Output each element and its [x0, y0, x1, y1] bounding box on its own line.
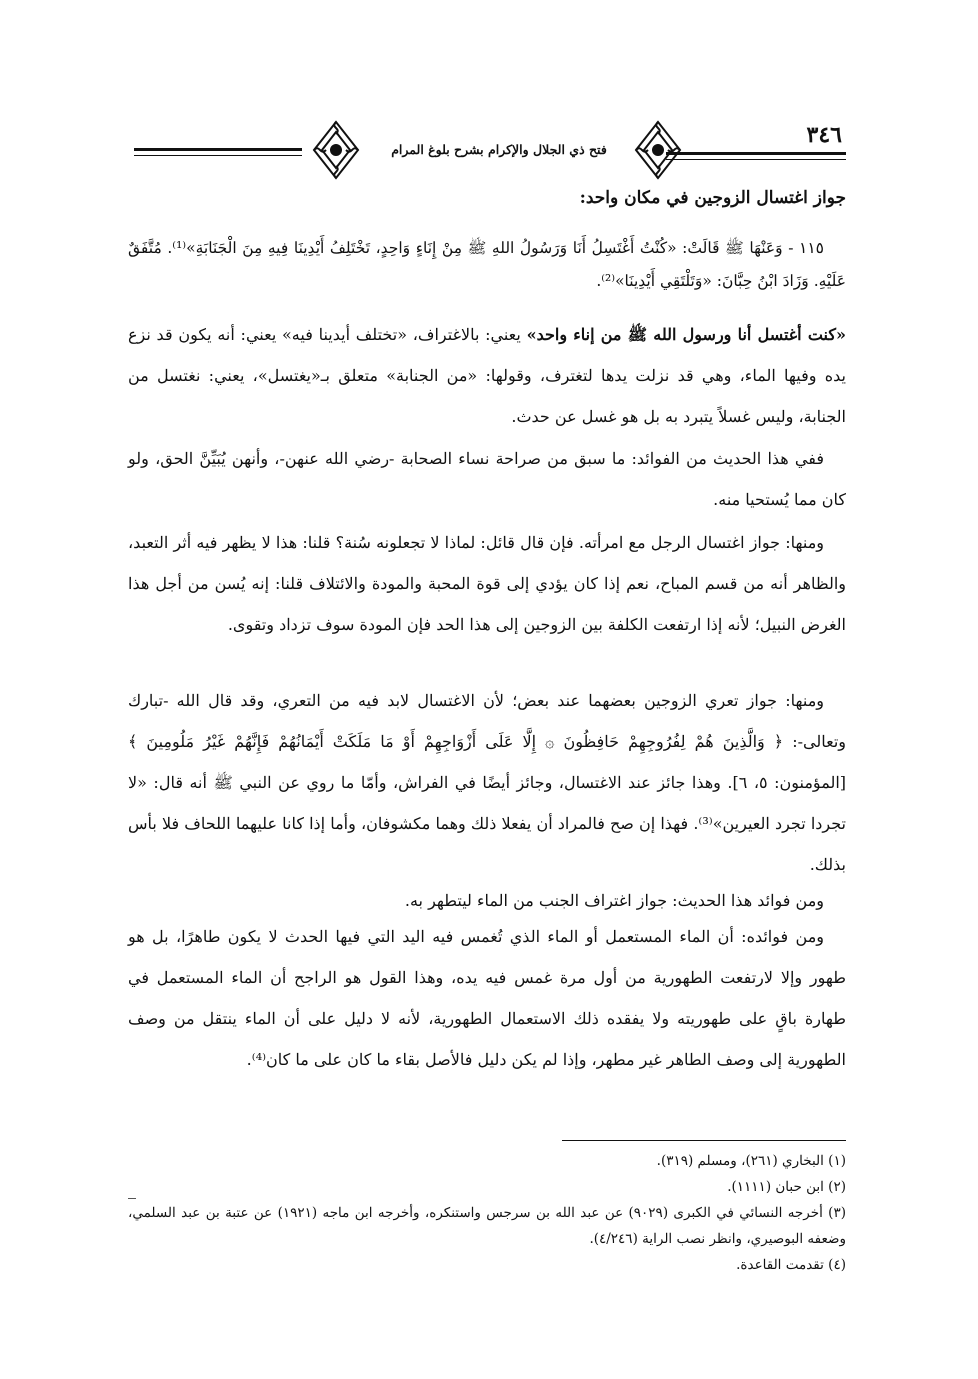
- paragraph-1-lead: «كنت أغتسل أنا ورسول الله ﷺ من إناء واحد»: [526, 325, 846, 344]
- paragraph-5: [128, 880, 846, 921]
- page-number: ٣٤٦: [806, 122, 842, 148]
- paragraph-5-body: ومن فوائد هذا الحديث: جواز اغتراف الجنب من الماء ليتطهر به.: [404, 891, 824, 910]
- paragraph-1-body: يعني: بالاغتراف، «تختلف أيدينا فيه» يعني: أنه يكون قد نزع يده وفيها الماء، وهي قد نزلت يدها لتغترف، وقولها: «من الجنابة» متعلق بـ«يغتسل»، يعني: نغتسل من الجنابة، وليس غسلاً يتبرد به بل هو غسل عن حدث.: [128, 325, 847, 426]
- footnote-3: (٣) أخرجه النسائي في الكبرى (٩٠٢٩) عن عبد الله بن سرجس واستنكره، وأخرجه ابن ماجه (١٩٢١) عن عتبة بن عبد السلمي، وضعفه البوصيري، وانظر نصب الراية (٤/٢٤٦).: [128, 1205, 846, 1247]
- header-rule-left-bottom: [134, 155, 302, 156]
- paragraph-6: [128, 916, 846, 1080]
- paragraph-3: [128, 522, 846, 645]
- header-rule-left-top: [134, 148, 302, 151]
- footnotes: [128, 1148, 846, 1278]
- hadith-body: ١١٥ - وَعَنْهَا ﷺ قَالَتْ: «كُنْتُ أَغْتَسِلُ أَنَا وَرَسُولُ اللهِ ﷺ مِنْ إِنَاءٍ وَاحِدٍ، تَخْتَلِفُ أَيْدِينَا فِيهِ مِنَ الْجَنَابَةِ»⁽¹⁾. مُتَّفَقٌ عَلَيْهِ. وَزَادَ ابْنُ حِبَّانَ: «وَتَلْتَقِي أَيْدِينَا»⁽²⁾.: [128, 239, 846, 290]
- footnote-4: (٤) تقدمت القاعدة.: [736, 1257, 846, 1273]
- page-header: [134, 118, 846, 182]
- hadith-text: [128, 232, 846, 298]
- ornament-right-icon: [628, 118, 688, 182]
- section-heading: جواز اغتسال الزوجين في مكان واحد:: [579, 188, 846, 208]
- paragraph-4: [128, 680, 846, 885]
- paragraph-4-body: ومنها: جواز تعري الزوجين بعضهما عند بعض؛ لأن الاغتسال لابد فيه من التعري، وقد قال الله -تبارك وتعالى-: ﴿ وَالَّذِينَ هُمْ لِفُرُوجِهِمْ حَافِظُونَ ۞ إِلَّا عَلَى أَزْوَاجِهِمْ أَوْ مَا مَلَكَتْ أَيْمَانُهُمْ فَإِنَّهُمْ غَيْرُ مَلُومِينَ ﴾ [المؤمنون: ٥، ٦]. وهذا جائز عند الاغتسال، وجائز أيضًا في الفراش، وأمّا ما روي عن النبي ﷺ أنه قال: «لا تجردا تجرد العيرين»⁽³⁾. فهذا إن صح فالمراد أن يفعلا ذلك وهما مكشوفان، وأما إذا كانا عليهما اللحاف فلا بأس بذلك.: [128, 691, 847, 874]
- paragraph-2-body: ففي هذا الحديث من الفوائد: ما سبق من صراحة نساء الصحابة -رضي الله عنهن-، وأنهن يُبَيِّنَّ الحق، ولو كان مما يُستحيا منه.: [128, 449, 846, 509]
- header-rule-right-bottom: [666, 159, 846, 160]
- footnote-separator: [562, 1140, 846, 1141]
- ornament-left-icon: [306, 118, 366, 182]
- paragraph-6-body: ومن فوائده: أن الماء المستعمل أو الماء الذي تُغمس فيه اليد التي فيها الحدث لا يكون طاهرًا، بل هو طهور وإلا لارتفعت الطهورية من أول مرة غمس فيه يده، وهذا القول هو الراجح أن الماء المستعمل في طهارة باقٍ على طهوريته ولا يفقده ذلك الاستعمال الطهورية، لأنه لا دليل على أن الماء ينتقل من وصف الطهورية إلى وصف الطاهر غير مطهر، وإذا لم يكن دليل فالأصل بقاء ما كان على ما كان⁽⁴⁾.: [128, 927, 847, 1069]
- paragraph-3-body: ومنها: جواز اغتسال الرجل مع امرأته. فإن قال قائل: لماذا لا تجعلونه سُنة؟ قلنا: هذا لا يظهر فيه أثر التعبد، والظاهر أنه من قسم المباح، نعم إذا كان يؤدي إلى قوة المحبة والمودة والائتلاف قلنا: إنه يُسن من أجل هذا الغرض النبيل؛ لأنه إذا ارتفعت الكلفة بين الزوجين إلى هذا الحد فإن المودة سوف تزداد وتقوى.: [128, 533, 846, 634]
- header-rule-right-top: [666, 152, 846, 155]
- paragraph-1: [128, 314, 846, 437]
- paragraph-2: [128, 438, 846, 520]
- footnote-2: (٢) ابن حبان (١١١١).: [727, 1179, 846, 1195]
- footnote-1: (١) البخاري (٢٦١)، ومسلم (٣١٩).: [656, 1153, 846, 1169]
- running-title: فتح ذي الجلال والإكرام بشرح بلوغ المرام: [391, 142, 607, 157]
